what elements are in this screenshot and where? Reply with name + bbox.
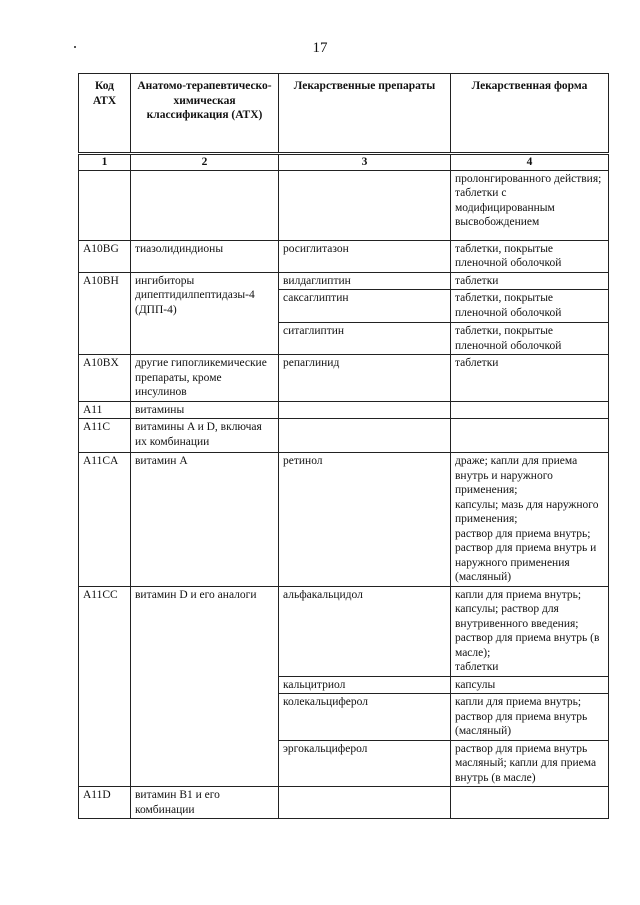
column-number-row: [79, 154, 609, 171]
cell-code: A11D: [79, 787, 131, 819]
cell-drug: репаглинид: [279, 355, 451, 402]
cell-form: таблетки: [451, 272, 609, 290]
cell-code: A11CA: [79, 453, 131, 587]
cell-class: другие гипогликемические препараты, кроме инсулинов: [131, 355, 279, 402]
column-number: 3: [279, 154, 451, 171]
page-number: 17: [312, 40, 328, 56]
column-number: 4: [451, 154, 609, 171]
cell-drug: кальцитриол: [279, 676, 451, 694]
table-row: [79, 355, 609, 402]
cell-drug: [279, 787, 451, 819]
cell-class: [131, 170, 279, 240]
cell-drug: [279, 170, 451, 240]
cell-code: A10BH: [79, 272, 131, 355]
cell-form: [451, 787, 609, 819]
cell-drug: ситаглиптин: [279, 323, 451, 355]
column-number: 2: [131, 154, 279, 171]
column-number: 1: [79, 154, 131, 171]
table-row: [79, 170, 609, 240]
cell-code: A10BG: [79, 240, 131, 272]
cell-form: капли для приема внутрь; раствор для приема внутрь (масляный): [451, 694, 609, 741]
cell-drug: колекальциферол: [279, 694, 451, 741]
cell-class: ингибиторы дипептидилпептидазы-4 (ДПП-4): [131, 272, 279, 355]
cell-drug: ретинол: [279, 453, 451, 587]
table-row: [79, 787, 609, 819]
cell-code: [79, 170, 131, 240]
table-header-row: [79, 74, 609, 154]
cell-code: A10BX: [79, 355, 131, 402]
table-row: [79, 401, 609, 419]
header-form: Лекарственная форма: [451, 74, 609, 154]
cell-drug: саксаглиптин: [279, 290, 451, 323]
cell-code: A11: [79, 401, 131, 419]
cell-drug: росиглитазон: [279, 240, 451, 272]
cell-form: таблетки, покрытые пленочной оболочкой: [451, 240, 609, 272]
header-drugs: Лекарственные препараты: [279, 74, 451, 154]
table-row: [79, 586, 609, 676]
cell-form: раствор для приема внутрь масляный; капли для приема внутрь (в масле): [451, 740, 609, 787]
cell-form: пролонгированного действия; таблетки с модифицированным высвобождением: [451, 170, 609, 240]
cell-drug: вилдаглиптин: [279, 272, 451, 290]
cell-form: капсулы: [451, 676, 609, 694]
cell-form: таблетки, покрытые пленочной оболочкой: [451, 323, 609, 355]
cell-drug: [279, 419, 451, 453]
table-row: [79, 240, 609, 272]
cell-code: A11C: [79, 419, 131, 453]
table-row: [79, 272, 609, 290]
cell-class: витамин D и его аналоги: [131, 586, 279, 787]
cell-class: витамин B1 и его комбинации: [131, 787, 279, 819]
cell-form: таблетки, покрытые пленочной оболочкой: [451, 290, 609, 323]
scan-speck: [74, 46, 76, 48]
cell-code: A11CC: [79, 586, 131, 787]
cell-class: витамин A: [131, 453, 279, 587]
cell-form: капли для приема внутрь; капсулы; раствор для внутривенного введения; раствор для приема внутрь (в масле); таблетки: [451, 586, 609, 676]
cell-class: витамины: [131, 401, 279, 419]
cell-class: витамины A и D, включая их комбинации: [131, 419, 279, 453]
cell-drug: эргокальциферол: [279, 740, 451, 787]
atc-table: [78, 73, 609, 819]
cell-class: тиазолидиндионы: [131, 240, 279, 272]
cell-drug: [279, 401, 451, 419]
header-code: Код АТХ: [79, 74, 131, 154]
cell-form: [451, 419, 609, 453]
table-row: [79, 453, 609, 587]
cell-form: драже; капли для приема внутрь и наружного применения; капсулы; мазь для наружного применения; раствор для приема внутрь; раствор для приема внутрь и наружного применения (масляный): [451, 453, 609, 587]
cell-form: [451, 401, 609, 419]
cell-drug: альфакальцидол: [279, 586, 451, 676]
table-row: [79, 419, 609, 453]
cell-form: таблетки: [451, 355, 609, 402]
header-classification: Анатомо-терапевтическо-химическая классификация (АТХ): [131, 74, 279, 154]
